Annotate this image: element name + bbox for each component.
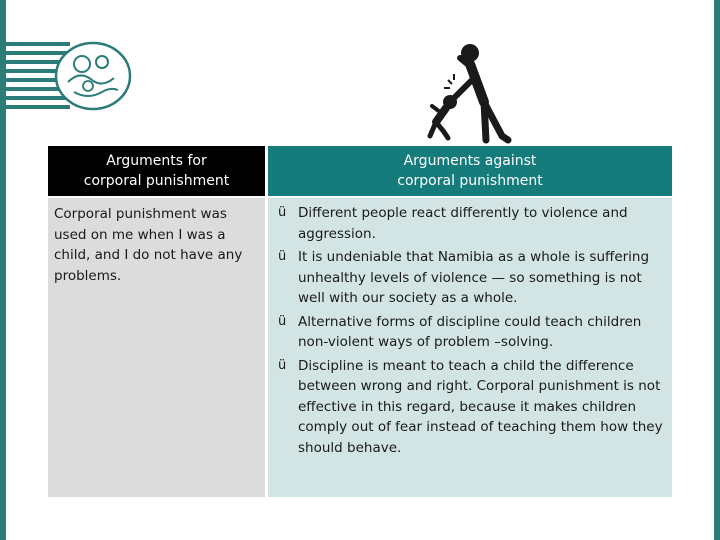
list-item xyxy=(274,203,666,244)
arguments-against-list xyxy=(274,203,666,458)
list-item-text: Alternative forms of discipline could teach children non-violent ways of problem –solving. xyxy=(298,313,642,350)
check-mark-icon: ü xyxy=(278,249,287,264)
check-mark-icon: ü xyxy=(278,313,287,329)
arguments-for-text: Corporal punishment was used on me when I was a child, and I do not have any problems. xyxy=(54,206,243,284)
adult-hitting-child-icon xyxy=(410,40,520,148)
list-item xyxy=(274,312,666,353)
arguments-against-cell xyxy=(268,198,672,497)
header-arguments-for xyxy=(48,146,265,196)
arguments-for-cell xyxy=(48,198,265,497)
list-item-text: Different people react differently to violence and aggression. xyxy=(298,205,628,242)
list-item-text: Discipline is meant to teach a child the difference between wrong and right. Corporal punishment is not effective in this regard, because it makes children comply out of fear instead of teaching them how they should behave. xyxy=(298,357,663,456)
header-arguments-against xyxy=(268,146,672,196)
check-mark-icon: ü xyxy=(278,357,287,373)
arguments-table xyxy=(48,146,672,497)
list-item-text: It is undeniable that Namibia as a whole is suffering unhealthy levels of violence — so something is not well with our society as a whole. xyxy=(298,249,650,306)
header-arguments-for-label: Arguments for corporal punishment xyxy=(83,153,230,189)
list-item xyxy=(274,356,666,459)
right-frame-bar xyxy=(714,0,720,540)
header-arguments-against-label: Arguments against corporal punishment xyxy=(397,153,543,189)
list-item xyxy=(274,247,666,309)
mother-child-logo-icon xyxy=(52,40,134,112)
check-mark-icon: ü xyxy=(278,205,287,220)
